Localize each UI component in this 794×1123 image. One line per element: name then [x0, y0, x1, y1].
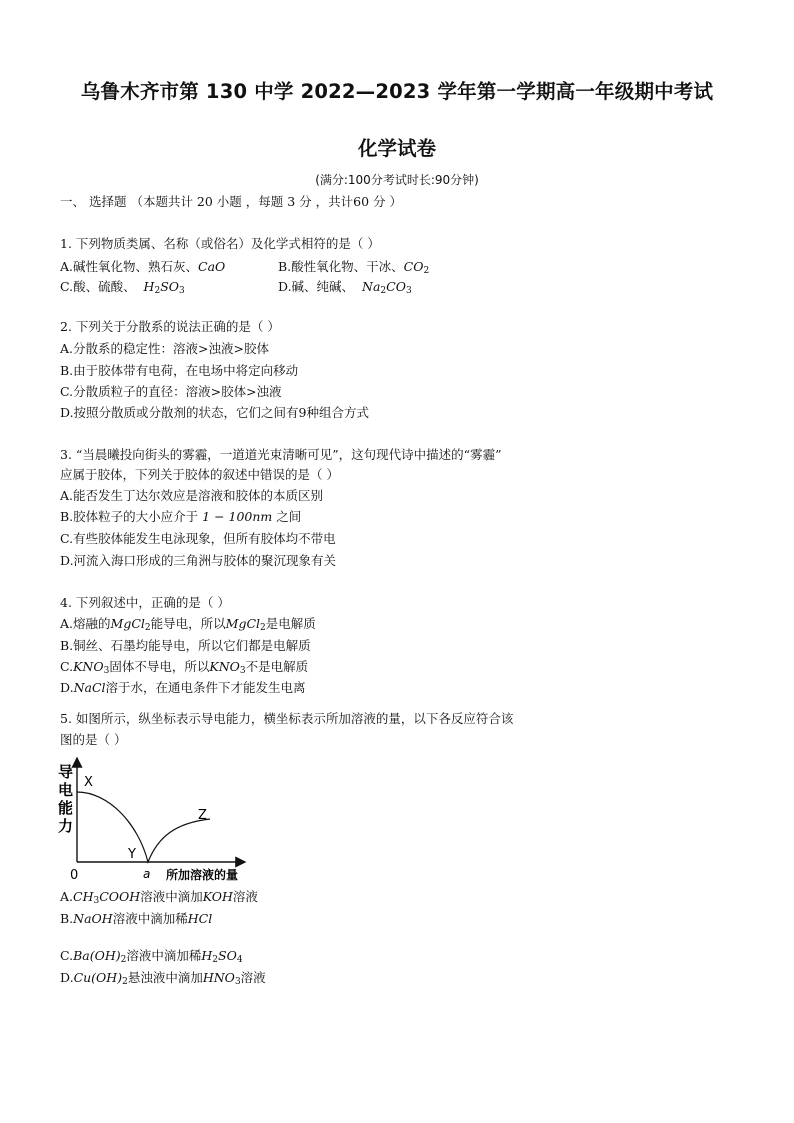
q3-option-d: D.河流入海口形成的三角洲与胶体的聚沉现象有关	[60, 553, 337, 568]
q4-option-b: B.铜丝、石墨均能导电，所以它们都是电解质	[60, 638, 311, 653]
q1-b-sub: 2	[423, 266, 430, 276]
q5-c-formula-3: SO	[218, 948, 237, 963]
q1-c-sub-1: 2	[154, 286, 161, 296]
q5-c-text-2: 溶液中滴加稀	[126, 948, 202, 963]
q4-a-text-3: 是电解质	[265, 616, 316, 631]
q5-c-sub-1: 2	[120, 955, 127, 965]
q5-a-text-1: A.	[60, 889, 74, 904]
q1-a-text: A.碱性氧化物、熟石灰、	[60, 259, 199, 274]
q1-b-formula: CO	[403, 259, 424, 274]
q1-d-formula-2: CO	[386, 279, 406, 294]
q4-a-text-1: A.熔融的	[60, 616, 111, 631]
point-a-label: a	[143, 867, 151, 881]
exam-title: 乌鲁木齐市第 130 中学 2022—2023 学年第一学期高一年级期中考试	[80, 80, 714, 103]
q4-d-text-2: 溶于水，在通电条件下才能发生电离	[105, 680, 306, 695]
y-axis-label-1: 导	[58, 763, 74, 781]
q5-c-sub-2: 2	[212, 955, 219, 965]
q4-stem: 4. 下列叙述中，正确的是（ ）	[60, 595, 230, 610]
q1-c-formula-2: SO	[160, 279, 179, 294]
q5-a-text-2: 溶液中滴加	[140, 889, 203, 904]
q4-a-text-2: 能导电，所以	[150, 616, 226, 631]
q5-a-sub-1: 3	[93, 896, 100, 906]
conductivity-curve	[77, 792, 210, 862]
q5-d-text-3: 溶液	[240, 970, 266, 985]
q5-d-sub-1: 2	[122, 977, 128, 987]
point-z-label: Z	[198, 808, 207, 823]
q2-option-c: C.分散质粒子的直径：溶液>胶体>浊液	[60, 384, 282, 399]
q4-c-text-1: C.	[60, 659, 74, 674]
q4-c-text-2: 固体不导电，所以	[109, 659, 210, 674]
q4-option-a	[60, 615, 316, 633]
y-axis-label-3: 能	[58, 799, 74, 817]
q4-option-d	[60, 679, 306, 697]
q3-b-formula: 1 − 100nm	[202, 509, 273, 524]
section-heading: 一、 选择题 （本题共计 20 小题 ，每题 3 分 ，共计60 分 ）	[60, 194, 402, 209]
point-x-label: X	[84, 775, 93, 790]
q1-option-b	[278, 258, 429, 276]
q3-option-b	[60, 508, 301, 526]
q3-option-a: A.能否发生丁达尔效应是溶液和胶体的本质区别	[60, 488, 324, 503]
q1-a-formula: CaO	[198, 259, 226, 274]
q5-c-formula-1: Ba(OH)	[73, 948, 121, 963]
q1-option-a	[60, 258, 225, 276]
x-axis-label: 所加溶液的量	[166, 868, 239, 882]
q2-option-a: A.分散系的稳定性：溶液>浊液>胶体	[60, 341, 269, 356]
y-axis-label-2: 电	[58, 781, 74, 799]
q4-c-formula-1: KNO	[73, 659, 104, 674]
origin-label: 0	[70, 868, 79, 883]
q5-d-formula-2: HNO	[202, 970, 235, 985]
q5-option-d	[60, 969, 266, 987]
q5-stem-line-2: 图的是（ ）	[60, 732, 127, 747]
conductivity-graph	[50, 755, 250, 885]
q5-b-text-2: 溶液中滴加稀	[112, 911, 188, 926]
q5-b-text-1: B.	[60, 911, 74, 926]
q5-d-sub-2: 3	[234, 977, 241, 987]
q1-c-sub-2: 3	[179, 286, 185, 296]
q5-c-formula-2: H	[201, 948, 213, 963]
q4-option-c	[60, 658, 308, 676]
q5-a-formula-3: KOH	[202, 889, 233, 904]
q5-b-formula-2: HCl	[187, 911, 213, 926]
q4-a-sub-1: 2	[144, 623, 151, 633]
q5-c-sub-3: 4	[236, 955, 243, 965]
q1-d-text: D.碱、纯碱、	[278, 279, 355, 294]
q1-stem: 1. 下列物质类属、名称（或俗名）及化学式相符的是（ ）	[60, 236, 380, 251]
q1-d-formula-1: Na	[362, 279, 381, 294]
q1-option-c	[60, 278, 185, 296]
q5-stem-line-1: 5. 如图所示，纵坐标表示导电能力，横坐标表示所加溶液的量，以下各反应符合该	[60, 711, 514, 726]
q5-d-text-1: D.	[60, 970, 74, 985]
y-axis-label-4: 力	[58, 817, 74, 835]
subject-title: 化学试卷	[357, 137, 436, 160]
q5-a-formula-2: COOH	[99, 889, 141, 904]
exam-info: (满分:100分考试时长:90分钟)	[315, 173, 479, 187]
q1-c-text: C.酸、硫酸、	[60, 279, 136, 294]
q4-c-sub-1: 3	[103, 666, 110, 676]
q5-d-text-2: 悬浊液中滴加	[127, 970, 203, 985]
q1-d-sub-2: 3	[405, 286, 412, 296]
point-y-label: Y	[128, 847, 136, 862]
q4-c-text-3: 不是电解质	[245, 659, 309, 674]
q5-a-formula-1: CH	[73, 889, 94, 904]
q3-b-text-1: B.胶体粒子的大小应介于	[60, 509, 203, 524]
q1-b-text: B.酸性氧化物、干冰、	[278, 259, 404, 274]
q2-option-b: B.由于胶体带有电荷，在电场中将定向移动	[60, 363, 299, 378]
q4-a-formula-1: MgCl	[110, 616, 145, 631]
q1-option-d	[278, 278, 412, 296]
q3-option-c: C.有些胶体能发生电泳现象，但所有胶体均不带电	[60, 531, 336, 546]
q5-b-formula-1: NaOH	[73, 911, 113, 926]
q3-b-text-2: 之间	[272, 509, 302, 524]
q2-stem: 2. 下列关于分散系的说法正确的是（ ）	[60, 319, 280, 334]
q4-a-formula-2: MgCl	[225, 616, 261, 631]
q5-d-formula-1: Cu(OH)	[73, 970, 123, 985]
q1-d-sub-1: 2	[380, 286, 387, 296]
q4-c-sub-2: 3	[239, 666, 246, 676]
q4-c-formula-2: KNO	[209, 659, 240, 674]
q4-d-formula: NaCl	[73, 680, 106, 695]
q5-option-b	[60, 910, 212, 928]
q5-c-text-1: C.	[60, 948, 74, 963]
q2-option-d: D.按照分散质或分散剂的状态，它们之间有9种组合方式	[60, 405, 370, 420]
q3-stem-line-1: 3. “当晨曦投向街头的雾霾，一道道光束清晰可见”，这句现代诗中描述的“雾霾”	[60, 447, 502, 462]
q5-a-text-3: 溶液	[232, 889, 258, 904]
q5-option-c	[60, 947, 243, 965]
q4-a-sub-2: 2	[260, 623, 266, 633]
q3-stem-line-2: 应属于胶体，下列关于胶体的叙述中错误的是（ ）	[60, 467, 339, 482]
q4-d-text-1: D.	[60, 680, 74, 695]
q1-c-formula-1: H	[143, 279, 155, 294]
q5-option-a	[60, 888, 258, 906]
